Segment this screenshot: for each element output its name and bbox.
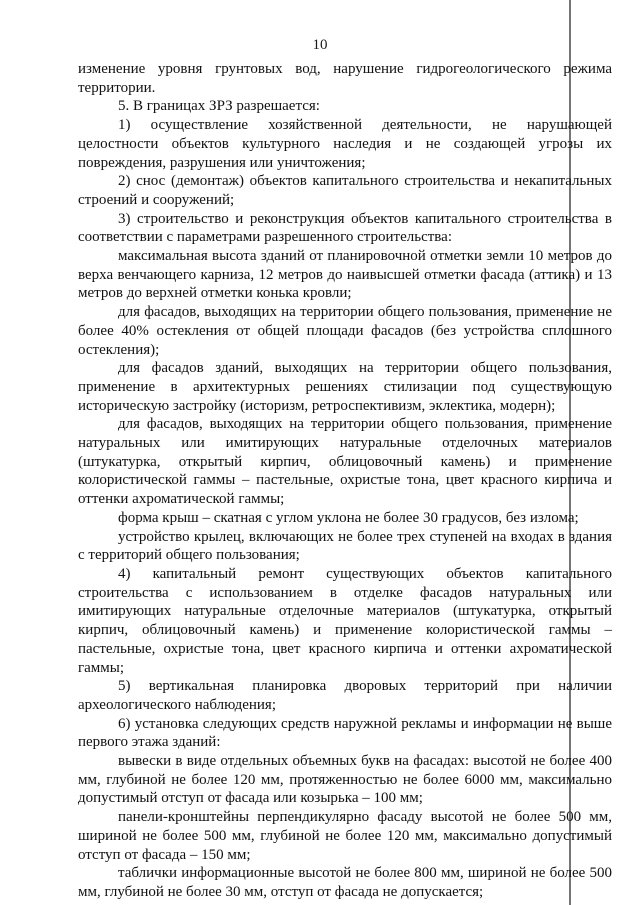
list-item-4: 4) капитальный ремонт существующих объектов капитального строительства с использованием в отделке фасадов натуральных или имитирующих натуральные отделочные материалов (штукатурка, открытый кирпич, облицовочный камень) и применение колористической гаммы – пастельные, охристые тона, цвет красного кирпича и оттенки ахроматической гаммы; xyxy=(78,565,612,676)
list-item-5: 5) вертикальная планировка дворовых территорий при наличии археологического наблюдения; xyxy=(78,678,612,713)
list-item-1: 1) осуществление хозяйственной деятельности, не нарушающей целостности объектов культурного наследия и не создающей угрозы их повреждения, разрушения или уничтожения; xyxy=(78,117,612,171)
signage-brackets: панели-кронштейны перпендикулярно фасаду высотой не более 500 мм, шириной не более 500 мм, глубиной не более 120 мм, максимально допустимый отступ от фасада – 150 мм; xyxy=(78,809,612,863)
parameter-materials: для фасадов, выходящих на территории общего пользования, применение натуральных или имитирующих натуральные отделочных материалов (штукатурка, открытый кирпич, облицовочный камень) и применение колористической гаммы – пастельные, охристые тона, цвет красного кирпича и оттенки ахроматической гаммы; xyxy=(78,416,612,508)
page-number: 10 xyxy=(312,37,328,53)
parameter-stylization: для фасадов зданий, выходящих на территории общего пользования, применение в архитектурных решениях стилизации под существующую историческую застройку (историзм, ретроспективизм, эклектика, модерн); xyxy=(78,360,612,414)
parameter-roof-form: форма крыш – скатная с углом уклона не более 30 градусов, без излома; xyxy=(118,509,579,526)
list-item-2: 2) снос (демонтаж) объектов капитального строительства и некапитальных строений и сооружений; xyxy=(78,173,612,208)
list-item-6: 6) установка следующих средств наружной рекламы и информации не выше первого этажа зданий: xyxy=(78,715,612,751)
document-body xyxy=(78,60,612,902)
paragraph-continuation: изменение уровня грунтовых вод, нарушение гидрогеологического режима территории. xyxy=(78,61,612,96)
signage-plates: таблички информационные высотой не более 800 мм, шириной не более 500 мм, глубиной не более 30 мм, отступ от фасада не допускается; xyxy=(78,865,612,900)
parameter-porches: устройство крылец, включающих не более трех ступеней на входах в здания с территорий общего пользования; xyxy=(78,528,612,564)
parameter-max-height: максимальная высота зданий от планировочной отметки земли 10 метров до верха венчающего карниза, 12 метров до наивысшей отметки фасада (аттика) и 13 метров до верхней отметки конька кровли; xyxy=(78,248,612,302)
signage-letters: вывески в виде отдельных объемных букв на фасадах: высотой не более 400 мм, глубиной не более 120 мм, протяженностью не более 6000 мм, максимально допустимый отступ от фасада или козырька – 100 мм; xyxy=(78,753,612,807)
list-item-3: 3) строительство и реконструкция объектов капитального строительства в соответствии с параметрами разрешенного строительства: xyxy=(78,210,612,246)
section-heading-5: 5. В границах ЗРЗ разрешается: xyxy=(118,98,320,115)
parameter-glazing: для фасадов, выходящих на территории общего пользования, применение не более 40% остекления от общей площади фасадов (без устройства сплошного остекления); xyxy=(78,304,612,358)
